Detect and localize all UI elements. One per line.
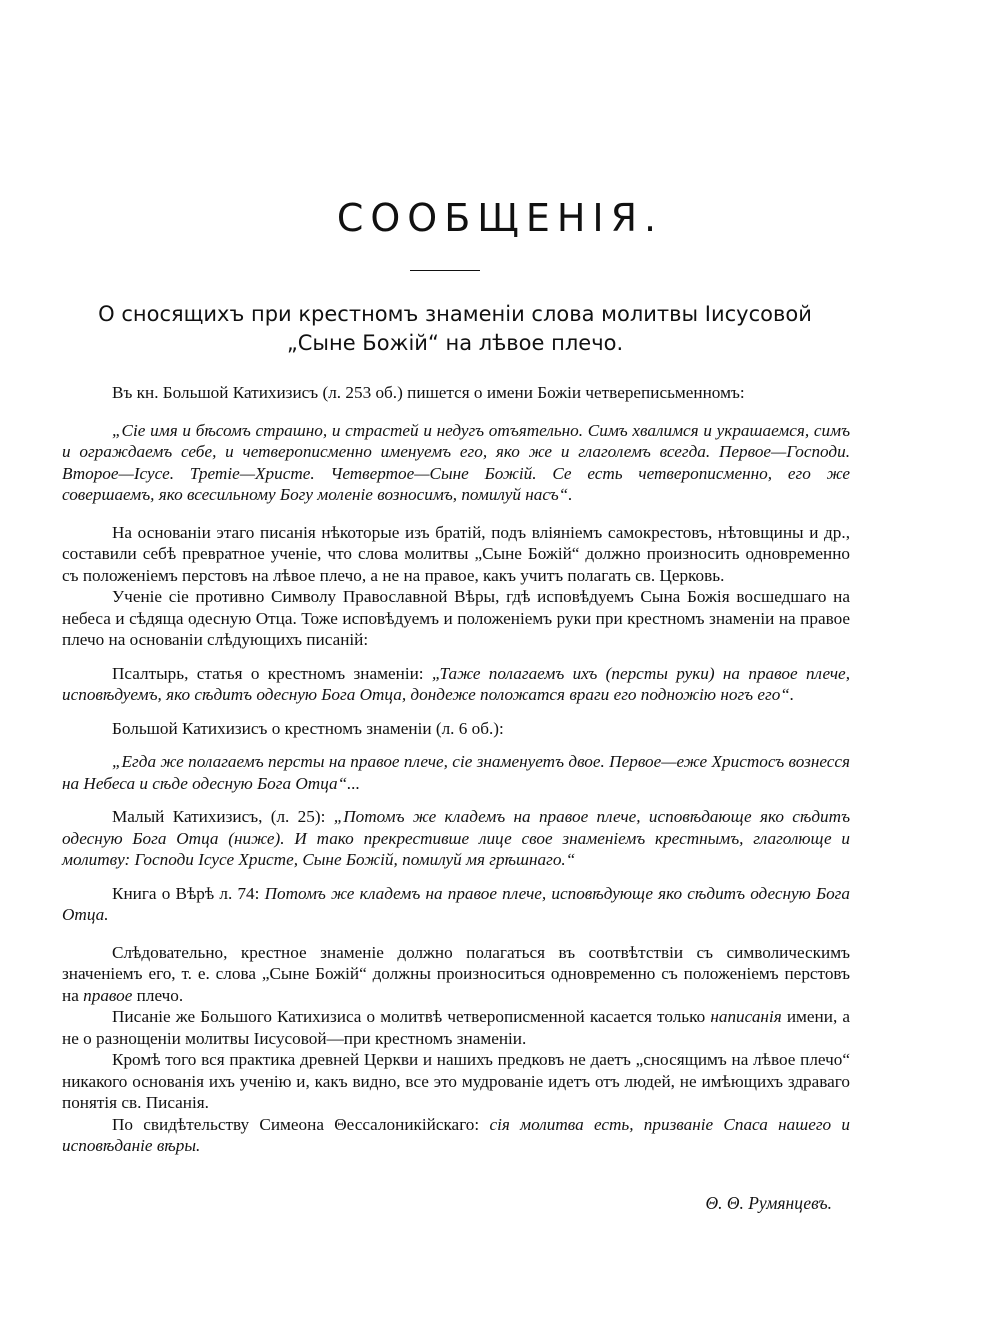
paragraph-7-quote <box>62 751 850 794</box>
paragraph-6: Большой Катихизисъ о крестномъ знаменіи (л. 6 об.): <box>112 718 504 738</box>
subtitle-line-1: О сносящихъ при крестномъ знаменіи слова молитвы Іисусовой <box>98 302 812 326</box>
paragraph-11-end: имени, а не о разнощеніи молитвы Іисусовой—при крестномъ знаменіи. <box>62 1007 851 1048</box>
paragraph-10-emphasis: правое <box>83 985 133 1005</box>
article-body <box>62 382 850 1157</box>
quote-text: „Егда же полагаемъ персты на правое плече, сіе знаменуетъ двое. Первое—еже Христосъ вознесся на Небеса и сѣде одесную Бога Отца“... <box>62 752 850 793</box>
paragraph-8-lead: Малый Катихизисъ, (л. 25): <box>112 807 334 826</box>
paragraph-10-end: плечо. <box>132 985 184 1005</box>
paragraph-3: На основаніи этаго писанія нѣкоторые изъ братій, подъ вліяніемъ самокрестовъ, нѣтовщины и др., составили себѣ превратное ученіе, что слова молитвы „Сыне Божій“ должно произносить одновременно съ положеніемъ перстовъ на лѣвое плечо, а не на правое, какъ учитъ полагать св. Церковь. <box>62 522 850 585</box>
paragraph-11 <box>62 1006 850 1049</box>
paragraph-13-quote: сія молитва есть, призваніе Спаса нашего и исповѣданіе вѣры. <box>62 1114 850 1155</box>
paragraph-9-lead: Книга о Вѣрѣ л. 74: <box>112 883 265 903</box>
quote-text: „Сіе имя и бѣсомъ страшно, и страстей и недугъ отъятельно. Симъ хвалимся и украшаемся, симъ и ограждаемъ себе, и четверописменно именуемъ его, яко же и глаголемъ всегда. Первое—Господи. Второе—Ісусе. Третіе—Христе. Четвертое—Сыне Божій. Се есть четверописменно, его же совершаемъ, яко всесильному Богу моленіе возносимъ, помилуй насъ“. <box>62 420 850 504</box>
paragraph-9-quote: Потомъ же кладемъ на правое плече, исповѣдующе яко сѣдитъ одесную Бога Отца. <box>62 883 850 924</box>
paragraph-8-quote: „Потомъ же кладемъ на правое плече, исповѣдающе яко сѣдитъ одесную Бога Отца (ниже). И тако прекрестивше лице свое знаменіемъ крестнымъ, глаголюще и молитву: Господи Ісусе Христе, Сыне Божій, помилуй мя грѣшнаго.“ <box>62 807 850 869</box>
paragraph-1: Въ кн. Большой Катихизисъ (л. 253 об.) пишется о имени Божіи четвереписьменномъ: <box>112 383 745 402</box>
paragraph-11-emphasis: написанія <box>710 1007 782 1026</box>
title-divider <box>410 270 480 271</box>
paragraph-5-lead: Псалтырь, статья о крестномъ знаменіи: <box>112 663 432 683</box>
paragraph-11-text: Писаніе же Большого Катихизиса о молитвѣ четверописменной касается только <box>112 1007 711 1026</box>
paragraph-10 <box>62 942 850 1007</box>
paragraph-9 <box>62 883 850 926</box>
paragraph-5 <box>62 663 850 706</box>
paragraph-13 <box>62 1114 850 1157</box>
page-title: СООБЩЕНІЯ. <box>336 196 664 240</box>
subtitle-line-2: „Сыне Божій“ на лѣвое плечо. <box>286 331 624 355</box>
paragraph-8 <box>62 806 850 871</box>
paragraph-2-quote <box>62 420 850 506</box>
paragraph-5-quote: „Таже полагаемъ ихъ (персты руки) на правое плече, исповѣдуемъ, яко сѣдитъ одесную Бога Отца, дондеже положатся враги его подножію ногъ его“. <box>62 663 850 704</box>
paragraph-4: Ученіе сіе противно Символу Православной Вѣры, гдѣ исповѣдуемъ Сына Божія восшедшаго на небеса и сѣдяща одесную Отца. Тоже исповѣдуемъ и положеніемъ руки при крестномъ знаменіи на правое плечо на основаніи слѣдующихъ писаній: <box>62 587 850 649</box>
paragraph-12: Кромѣ того вся практика древней Церкви и нашихъ предковъ не даетъ „сносящимъ на лѣвое плечо“ никакого основанія ихъ ученію и, какъ видно, все это мудрованіе идетъ отъ людей, не имѣющихъ здраваго понятія св. Писанія. <box>62 1050 850 1112</box>
author-signature: Θ. Θ. Румянцевъ. <box>705 1193 832 1213</box>
paragraph-13-lead: По свидѣтельству Симеона Θессалоникійскаго: <box>112 1114 490 1134</box>
paragraph-10-text: Слѣдовательно, крестное знаменіе должно полагаться въ соотвѣтствіи съ символическимъ значеніемъ его, т. е. слова „Сыне Божій“ должны произноситься одновременно съ положеніемъ перстовъ на <box>62 942 850 1005</box>
article-subtitle <box>40 300 870 358</box>
